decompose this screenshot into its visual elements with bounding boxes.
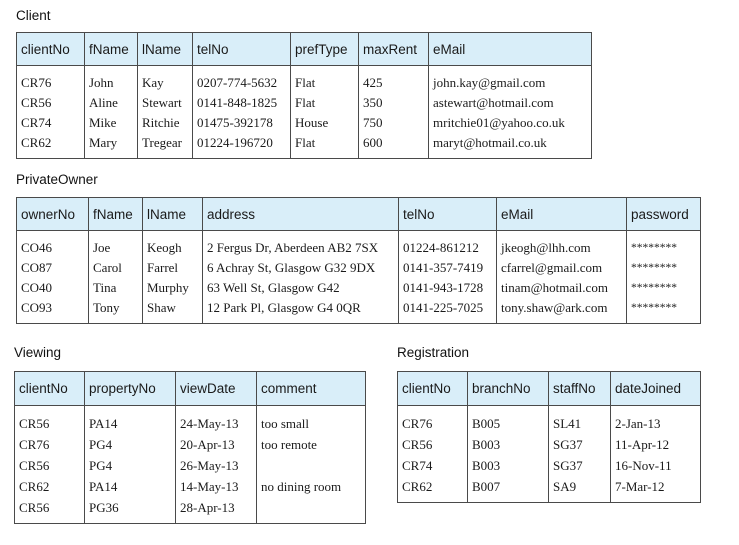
- table-cell: CR76: [15, 434, 85, 455]
- table-cell: Shaw: [143, 298, 203, 324]
- table-cell: CR74: [17, 113, 85, 133]
- table-cell: 11-Apr-12: [611, 434, 701, 455]
- table-cell: 2-Jan-13: [611, 406, 701, 435]
- table-row: [398, 406, 701, 435]
- client-body: [17, 66, 592, 159]
- table-cell: Flat: [291, 93, 359, 113]
- table-cell: 12 Park Pl, Glasgow G4 0QR: [203, 298, 399, 324]
- table-row: [398, 434, 701, 455]
- table-cell: maryt@hotmail.co.uk: [429, 133, 592, 159]
- table-cell: 16-Nov-11: [611, 455, 701, 476]
- private-owner-table: [16, 197, 701, 324]
- table-cell: john.kay@gmail.com: [429, 66, 592, 94]
- table-cell: CR62: [17, 133, 85, 159]
- table-cell: 750: [359, 113, 429, 133]
- table-cell: Flat: [291, 133, 359, 159]
- table-row: [15, 476, 366, 497]
- header-cell: clientNo: [17, 33, 85, 66]
- table-cell: Aline: [85, 93, 138, 113]
- table-cell: ********: [627, 258, 701, 278]
- header-cell: viewDate: [176, 372, 257, 406]
- table-cell: too remote: [257, 434, 366, 455]
- table-cell: B003: [468, 434, 549, 455]
- table-cell: Mike: [85, 113, 138, 133]
- table-row: [398, 476, 701, 503]
- header-cell: telNo: [193, 33, 291, 66]
- table-cell: ********: [627, 298, 701, 324]
- header-cell: address: [203, 198, 399, 231]
- header-cell: maxRent: [359, 33, 429, 66]
- table-cell: CR56: [15, 406, 85, 435]
- table-cell: astewart@hotmail.com: [429, 93, 592, 113]
- header-cell: prefType: [291, 33, 359, 66]
- client-table: [16, 32, 592, 159]
- table-cell: tony.shaw@ark.com: [497, 298, 627, 324]
- table-cell: 01224-861212: [399, 231, 497, 259]
- table-cell: no dining room: [257, 476, 366, 497]
- header-cell: fName: [89, 198, 143, 231]
- table-cell: B005: [468, 406, 549, 435]
- table-cell: 24-May-13: [176, 406, 257, 435]
- header-cell: comment: [257, 372, 366, 406]
- table-cell: CO46: [17, 231, 89, 259]
- table-cell: CR62: [398, 476, 468, 503]
- table-row: [15, 406, 366, 435]
- table-cell: Stewart: [138, 93, 193, 113]
- table-cell: 0141-357-7419: [399, 258, 497, 278]
- header-cell: propertyNo: [85, 372, 176, 406]
- table-cell: CR56: [15, 455, 85, 476]
- table-cell: Tony: [89, 298, 143, 324]
- table-cell: 01475-392178: [193, 113, 291, 133]
- private-owner-body: [17, 231, 701, 324]
- table-cell: SA9: [549, 476, 611, 503]
- table-cell: PG36: [85, 497, 176, 524]
- table-cell: Tregear: [138, 133, 193, 159]
- viewing-table: [14, 371, 366, 524]
- registration-header-row: [398, 372, 701, 406]
- registration-title: Registration: [397, 345, 470, 360]
- table-cell: 600: [359, 133, 429, 159]
- table-row: [15, 434, 366, 455]
- table-cell: 0141-225-7025: [399, 298, 497, 324]
- table-cell: Tina: [89, 278, 143, 298]
- header-cell: eMail: [497, 198, 627, 231]
- table-row: [17, 278, 701, 298]
- table-cell: CO40: [17, 278, 89, 298]
- table-cell: CR62: [15, 476, 85, 497]
- table-cell: Farrel: [143, 258, 203, 278]
- header-cell: lName: [138, 33, 193, 66]
- table-cell: CR76: [17, 66, 85, 94]
- header-cell: eMail: [429, 33, 592, 66]
- table-row: [17, 93, 592, 113]
- header-cell: dateJoined: [611, 372, 701, 406]
- table-cell: CR56: [398, 434, 468, 455]
- table-cell: B007: [468, 476, 549, 503]
- registration-body: [398, 406, 701, 503]
- table-cell: 0141-943-1728: [399, 278, 497, 298]
- table-cell: 350: [359, 93, 429, 113]
- header-cell: telNo: [399, 198, 497, 231]
- table-cell: CR76: [398, 406, 468, 435]
- table-cell: John: [85, 66, 138, 94]
- table-cell: Joe: [89, 231, 143, 259]
- header-cell: fName: [85, 33, 138, 66]
- table-cell: mritchie01@yahoo.co.uk: [429, 113, 592, 133]
- table-row: [17, 298, 701, 324]
- table-cell: ********: [627, 278, 701, 298]
- table-cell: 20-Apr-13: [176, 434, 257, 455]
- viewing-title: Viewing: [14, 345, 62, 360]
- table-cell: Carol: [89, 258, 143, 278]
- table-row: [15, 455, 366, 476]
- table-cell: CR56: [17, 93, 85, 113]
- table-row: [17, 133, 592, 159]
- private-owner-header-row: [17, 198, 701, 231]
- table-row: [17, 231, 701, 259]
- header-cell: branchNo: [468, 372, 549, 406]
- table-cell: 26-May-13: [176, 455, 257, 476]
- table-cell: House: [291, 113, 359, 133]
- table-cell: tinam@hotmail.com: [497, 278, 627, 298]
- client-header-row: [17, 33, 592, 66]
- table-cell: Mary: [85, 133, 138, 159]
- table-cell: CR74: [398, 455, 468, 476]
- table-row: [17, 113, 592, 133]
- table-cell: CO93: [17, 298, 89, 324]
- header-cell: clientNo: [398, 372, 468, 406]
- client-title: Client: [16, 8, 51, 23]
- table-cell: 7-Mar-12: [611, 476, 701, 503]
- table-cell: 425: [359, 66, 429, 94]
- table-cell: Ritchie: [138, 113, 193, 133]
- table-row: [15, 497, 366, 524]
- table-row: [398, 455, 701, 476]
- header-cell: staffNo: [549, 372, 611, 406]
- table-cell: Keogh: [143, 231, 203, 259]
- viewing-body: [15, 406, 366, 524]
- table-cell: SL41: [549, 406, 611, 435]
- table-cell: PA14: [85, 476, 176, 497]
- table-cell: [257, 455, 366, 476]
- table-cell: PG4: [85, 455, 176, 476]
- header-cell: lName: [143, 198, 203, 231]
- table-cell: 63 Well St, Glasgow G42: [203, 278, 399, 298]
- table-cell: 0141-848-1825: [193, 93, 291, 113]
- table-cell: SG37: [549, 455, 611, 476]
- table-cell: jkeogh@lhh.com: [497, 231, 627, 259]
- table-cell: SG37: [549, 434, 611, 455]
- table-cell: 28-Apr-13: [176, 497, 257, 524]
- table-cell: 14-May-13: [176, 476, 257, 497]
- header-cell: clientNo: [15, 372, 85, 406]
- table-cell: Murphy: [143, 278, 203, 298]
- table-cell: B003: [468, 455, 549, 476]
- viewing-header-row: [15, 372, 366, 406]
- table-cell: ********: [627, 231, 701, 259]
- header-cell: ownerNo: [17, 198, 89, 231]
- private-owner-title: PrivateOwner: [16, 172, 98, 187]
- table-cell: CR56: [15, 497, 85, 524]
- table-cell: 01224-196720: [193, 133, 291, 159]
- table-row: [17, 258, 701, 278]
- registration-table: [397, 371, 701, 503]
- table-row: [17, 66, 592, 94]
- table-cell: too small: [257, 406, 366, 435]
- table-cell: 6 Achray St, Glasgow G32 9DX: [203, 258, 399, 278]
- table-cell: PA14: [85, 406, 176, 435]
- table-cell: Flat: [291, 66, 359, 94]
- table-cell: Kay: [138, 66, 193, 94]
- table-cell: [257, 497, 366, 524]
- table-cell: PG4: [85, 434, 176, 455]
- table-cell: 2 Fergus Dr, Aberdeen AB2 7SX: [203, 231, 399, 259]
- table-cell: cfarrel@gmail.com: [497, 258, 627, 278]
- table-cell: 0207-774-5632: [193, 66, 291, 94]
- header-cell: password: [627, 198, 701, 231]
- table-cell: CO87: [17, 258, 89, 278]
